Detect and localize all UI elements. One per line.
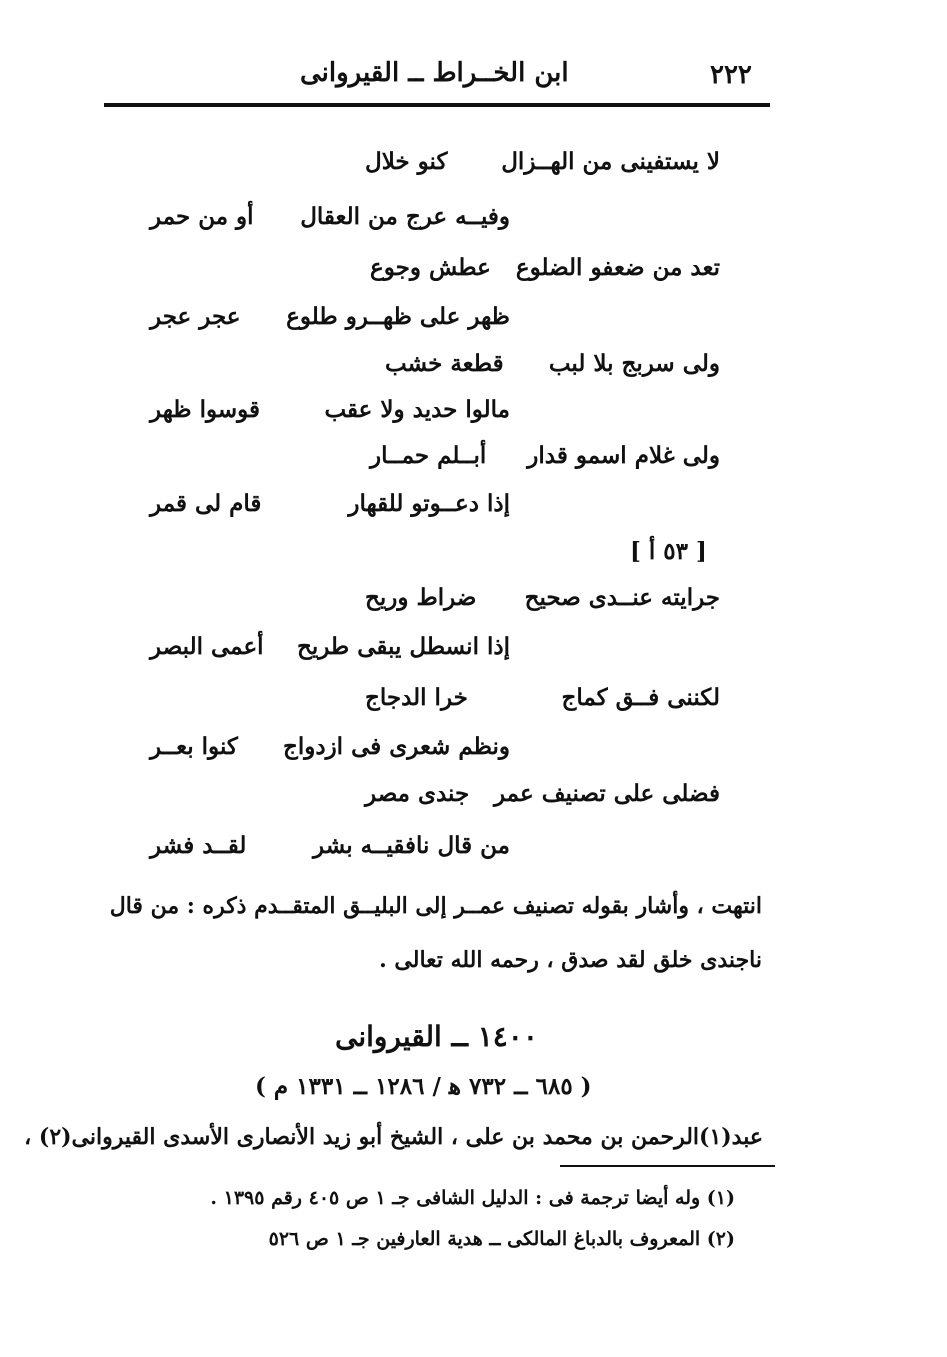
footnote: (٢) المعروف بالدباغ المالكى ــ هدية العارفين جـ ١ ص ٥٢٦ [268,1228,735,1250]
verse-line: جندى مصر [365,780,470,807]
verse-line: عطش وجوع [370,254,491,281]
header-divider [104,103,770,107]
verse-line: من قال نافقيــه بشر [313,832,510,859]
verse-line: مالوا حديد ولا عقب [324,396,510,423]
verse-line: خرا الدجاج [365,684,468,711]
verse-line: لا يستفينى من الهــزال [501,148,720,175]
entry-dates: ( ٦٨٥ ــ ٧٣٢ ﻫ / ١٢٨٦ ــ ١٣٣١ م ) [255,1073,592,1100]
verse-line: ضراط وريح [365,584,477,611]
running-header-title: ابن الخــراط ــ القيروانى [300,58,569,88]
verse-line: كنوا بعــر [150,733,238,760]
verse-line: لقــد فشر [150,832,247,859]
entry-heading: ١٤٠٠ ــ القيروانى [335,1020,538,1053]
verse-line: فضلى على تصنيف عمر [493,780,720,807]
verse-line: أبــلم حمــار [370,442,487,469]
verse-line: إذا انسطل يبقى طريح [296,633,510,660]
verse-line: قوسوا ظهر [150,396,261,423]
verse-line: تعد من ضعفو الضلوع [515,254,720,281]
verse-line: أو من حمر [150,203,254,230]
verse-line: قام لى قمر [150,490,262,517]
entry-body: عبد(١)الرحمن بن محمد بن على ، الشيخ أبو زيد الأنصارى الأسدى القيروانى(٢) ، [24,1124,763,1150]
verse-line: ولى سربج بلا لبب [548,350,720,377]
prose-line: انتهت ، وأشار بقوله تصنيف عمــر إلى البليــق المتقــدم ذكره : من قال [109,893,762,919]
verse-line: ولى غلام اسمو قدار [527,442,720,469]
prose-line: ناجندى خلق لقد صدق ، رحمه الله تعالى . [379,947,762,973]
verse-line: أعمى البصر [150,633,264,660]
verse-line: كنو خلال [365,148,448,175]
verse-line: ونظم شعرى فى ازدواج [282,733,510,760]
verse-line: إذا دعــوتو للقهار [348,490,510,517]
verse-line: وفيــه عرج من العقال [300,203,510,230]
verse-line: جرايته عنــدى صحيح [524,584,720,611]
footnote: (١) وله أيضا ترجمة فى : الدليل الشافى جـ ١ ص ٤٠٥ رقم ١٣٩٥ . [210,1187,735,1209]
folio-marker: [ ٥٣ أ ] [630,538,707,565]
page-number: ٢٢٢ [710,60,752,90]
verse-line: ظهر على ظهــرو طلوع [286,303,510,330]
verse-line: قطعة خشب [385,350,504,377]
footnote-divider [560,1165,775,1167]
verse-line: لكننى فــق كماج [561,684,720,711]
verse-line: عجر عجر [150,303,241,330]
